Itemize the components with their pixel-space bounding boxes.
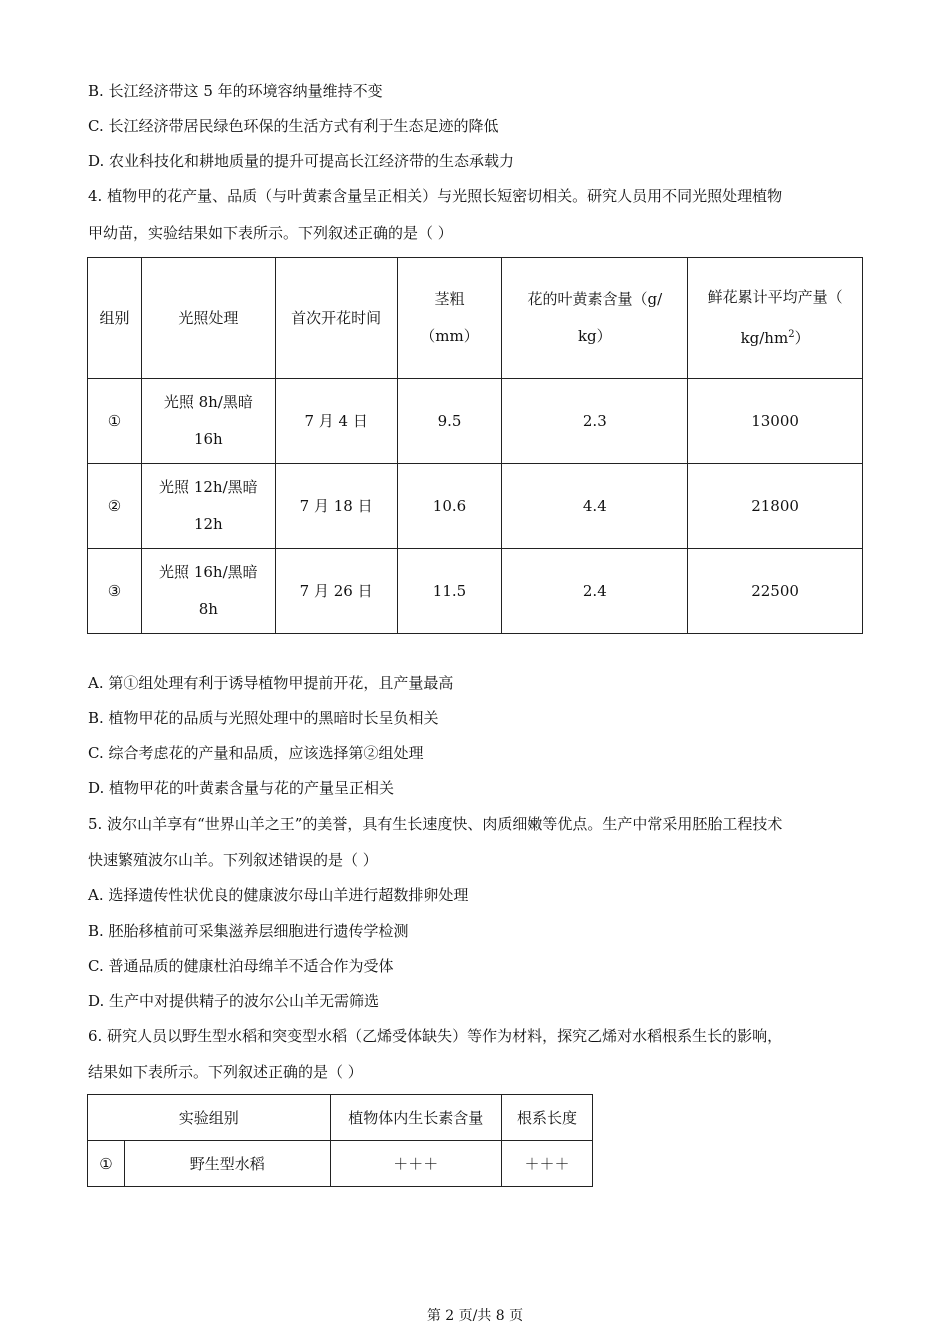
cell-name: 野生型水稻	[124, 1141, 330, 1187]
cell-stem: 11.5	[397, 549, 502, 634]
header-auxin: 植物体内生长素含量	[330, 1095, 502, 1141]
cell-light-line1: 光照 16h/黑暗	[159, 563, 258, 581]
table-row	[88, 379, 863, 464]
header-experiment-group: 实验组别	[88, 1095, 331, 1141]
q5-stem-line1: 5. 波尔山羊享有“世界山羊之王”的美誉，具有生长速度快、肉质细嫩等优点。生产中常采用胚胎工程技术	[88, 815, 783, 833]
header-lutein	[502, 258, 688, 379]
q5-option-a: A. 选择遗传性状优良的健康波尔母山羊进行超数排卵处理	[88, 886, 469, 904]
cell-light-line1: 光照 8h/黑暗	[163, 393, 253, 411]
cell-group: ③	[88, 549, 142, 634]
q4-stem-line2: 甲幼苗，实验结果如下表所示。下列叙述正确的是（ ）	[88, 224, 453, 242]
cell-light-line1: 光照 12h/黑暗	[159, 478, 258, 496]
q4-option-b: B. 植物甲花的品质与光照处理中的黑暗时长呈负相关	[88, 709, 439, 727]
cell-light	[141, 549, 275, 634]
table-row	[88, 1141, 593, 1187]
q4-stem-line1: 4. 植物甲的花产量、品质（与叶黄素含量呈正相关）与光照长短密切相关。研究人员用不同光照处理植物	[88, 187, 783, 205]
cell-yield: 13000	[688, 379, 863, 464]
header-stem-line2: （mm）	[420, 327, 479, 345]
header-root-length: 根系长度	[502, 1095, 593, 1141]
cell-group: ①	[88, 379, 142, 464]
header-stem	[397, 258, 502, 379]
cell-lutein: 4.4	[502, 464, 688, 549]
table-row	[88, 464, 863, 549]
q5-option-d: D. 生产中对提供精子的波尔公山羊无需筛选	[88, 992, 380, 1010]
cell-auxin: ＋＋＋	[330, 1141, 502, 1187]
q3-option-b: B. 长江经济带这 5 年的环境容纳量维持不变	[88, 82, 383, 100]
cell-yield: 21800	[688, 464, 863, 549]
cell-bloom: 7 月 18 日	[275, 464, 397, 549]
page-footer: 第 2 页/共 8 页	[426, 1308, 524, 1324]
q5-stem-line2: 快速繁殖波尔山羊。下列叙述错误的是（ ）	[88, 851, 378, 869]
header-light: 光照处理	[141, 258, 275, 379]
q4-data-table	[87, 257, 863, 634]
cell-yield: 22500	[688, 549, 863, 634]
q6-stem-line2: 结果如下表所示。下列叙述正确的是（ ）	[88, 1063, 363, 1081]
header-yield-line2	[692, 316, 858, 357]
cell-light	[141, 464, 275, 549]
header-yield	[688, 258, 863, 379]
q3-option-d: D. 农业科技化和耕地质量的提升可提高长江经济带的生态承载力	[88, 152, 515, 170]
header-yield-line1: 鲜花累计平均产量（	[707, 288, 843, 306]
header-yield-unit: kg/hm	[740, 329, 789, 347]
q3-option-c: C. 长江经济带居民绿色环保的生活方式有利于生态足迹的降低	[88, 117, 499, 135]
header-first-bloom: 首次开花时间	[275, 258, 397, 379]
q4-option-a: A. 第①组处理有利于诱导植物甲提前开花，且产量最高	[88, 674, 454, 692]
q4-option-c: C. 综合考虑花的产量和品质，应该选择第②组处理	[88, 744, 424, 762]
cell-group: ②	[88, 464, 142, 549]
cell-num: ①	[88, 1141, 125, 1187]
header-stem-line1: 茎粗	[434, 290, 465, 308]
q4-option-d: D. 植物甲花的叶黄素含量与花的产量呈正相关	[88, 779, 395, 797]
q6-data-table	[87, 1094, 593, 1187]
table-header-row	[88, 258, 863, 379]
cell-lutein: 2.4	[502, 549, 688, 634]
cell-stem: 10.6	[397, 464, 502, 549]
header-lutein-line1: 花的叶黄素含量（g/	[527, 290, 663, 308]
cell-light-line2: 8h	[198, 600, 218, 618]
cell-lutein: 2.3	[502, 379, 688, 464]
cell-root: ＋＋＋	[502, 1141, 593, 1187]
cell-light-line2: 12h	[193, 515, 223, 533]
header-lutein-line2: kg）	[577, 327, 612, 345]
cell-bloom: 7 月 26 日	[275, 549, 397, 634]
cell-light-line2: 16h	[193, 430, 223, 448]
table-row	[88, 549, 863, 634]
table-header-row	[88, 1095, 593, 1141]
header-yield-close: ）	[794, 329, 810, 347]
cell-bloom: 7 月 4 日	[275, 379, 397, 464]
q5-option-b: B. 胚胎移植前可采集滋养层细胞进行遗传学检测	[88, 922, 409, 940]
header-group: 组别	[88, 258, 142, 379]
cell-stem: 9.5	[397, 379, 502, 464]
header-yield-sup: 2	[788, 329, 795, 340]
q5-option-c: C. 普通品质的健康杜泊母绵羊不适合作为受体	[88, 957, 394, 975]
cell-light	[141, 379, 275, 464]
q6-stem-line1: 6. 研究人员以野生型水稻和突变型水稻（乙烯受体缺失）等作为材料，探究乙烯对水稻根系生长的影响，	[88, 1027, 783, 1045]
